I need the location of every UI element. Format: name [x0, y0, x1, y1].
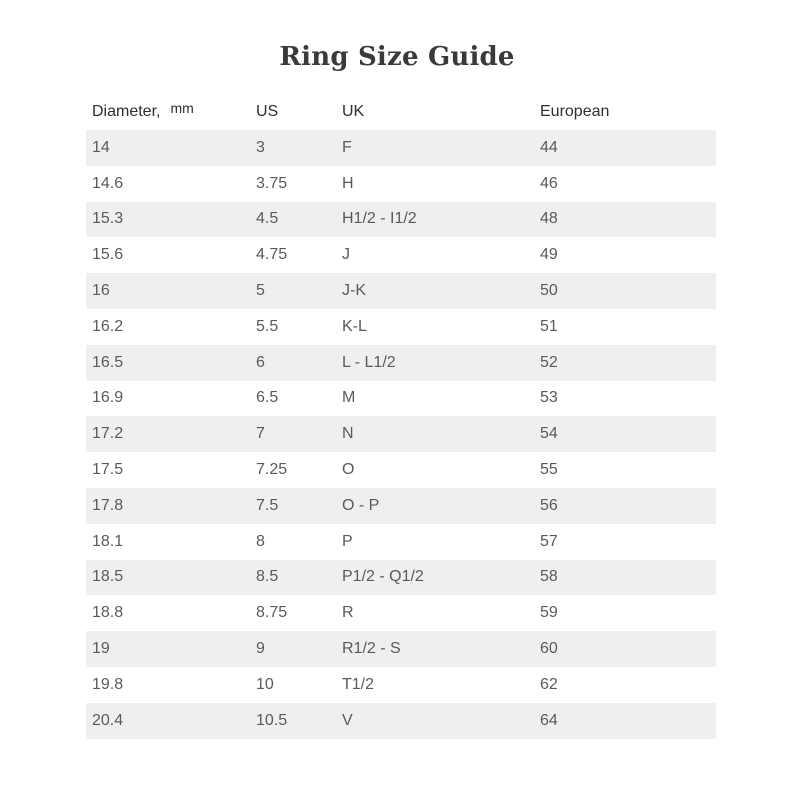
table-row	[86, 381, 716, 417]
cell-european: 49	[540, 246, 558, 264]
table-row	[86, 524, 716, 560]
cell-diameter: 15.6	[92, 246, 124, 264]
table-row	[86, 130, 716, 166]
cell-uk: F	[342, 138, 352, 156]
header-us: US	[256, 103, 279, 120]
header-diameter-label: Diameter,	[92, 103, 161, 120]
cell-diameter: 19	[92, 640, 110, 658]
table-header-row	[86, 94, 716, 130]
cell-european: 62	[540, 675, 558, 693]
cell-diameter: 14.6	[92, 174, 124, 192]
cell-diameter: 19.8	[92, 675, 124, 693]
cell-diameter: 18.8	[92, 604, 124, 622]
cell-european: 44	[540, 138, 558, 156]
cell-european: 56	[540, 496, 558, 514]
cell-us: 6.5	[256, 389, 279, 407]
cell-us: 5.5	[256, 317, 279, 335]
cell-us: 4.75	[256, 246, 288, 264]
cell-european: 51	[540, 317, 558, 335]
cell-diameter: 17.8	[92, 496, 124, 514]
cell-diameter: 17.2	[92, 425, 124, 443]
cell-us: 8.75	[256, 604, 288, 622]
cell-us: 10.5	[256, 711, 288, 729]
cell-uk: J-K	[342, 282, 366, 300]
cell-uk: H	[342, 174, 354, 192]
cell-uk: L - L1/2	[342, 353, 396, 371]
cell-diameter: 14	[92, 138, 110, 156]
cell-us: 7.25	[256, 461, 288, 479]
cell-uk: O - P	[342, 496, 380, 514]
cell-us: 7.5	[256, 496, 279, 514]
cell-european: 55	[540, 461, 558, 479]
cell-european: 53	[540, 389, 558, 407]
table-row	[86, 166, 716, 202]
table-body	[86, 130, 716, 739]
cell-diameter: 16.2	[92, 317, 124, 335]
cell-uk: H1/2 - I1/2	[342, 210, 417, 228]
ring-size-table	[86, 94, 716, 739]
cell-us: 6	[256, 353, 265, 371]
table-row	[86, 273, 716, 309]
cell-uk: O	[342, 461, 355, 479]
cell-us: 8.5	[256, 568, 279, 586]
cell-diameter: 16.9	[92, 389, 124, 407]
cell-diameter: 16.5	[92, 353, 124, 371]
cell-european: 64	[540, 711, 558, 729]
cell-uk: V	[342, 711, 353, 729]
cell-uk: K-L	[342, 317, 367, 335]
table-row	[86, 452, 716, 488]
cell-diameter: 15.3	[92, 210, 124, 228]
header-european: European	[540, 103, 610, 120]
cell-uk: P1/2 - Q1/2	[342, 568, 424, 586]
page-title: Ring Size Guide	[279, 42, 515, 72]
cell-uk: R	[342, 604, 354, 622]
table-row	[86, 667, 716, 703]
table-row	[86, 237, 716, 273]
table-row	[86, 703, 716, 739]
cell-diameter: 17.5	[92, 461, 124, 479]
table-row	[86, 309, 716, 345]
header-diameter	[86, 100, 256, 121]
cell-european: 46	[540, 174, 558, 192]
cell-us: 7	[256, 425, 265, 443]
cell-uk: P	[342, 532, 353, 550]
cell-us: 9	[256, 640, 265, 658]
cell-european: 60	[540, 640, 558, 658]
cell-european: 50	[540, 282, 558, 300]
table-row	[86, 488, 716, 524]
cell-us: 10	[256, 675, 274, 693]
header-diameter-unit: mm	[170, 100, 194, 116]
cell-diameter: 16	[92, 282, 110, 300]
cell-european: 59	[540, 604, 558, 622]
cell-uk: J	[342, 246, 350, 264]
cell-uk: T1/2	[342, 675, 375, 693]
table-row	[86, 345, 716, 381]
header-uk: UK	[342, 103, 365, 120]
table-row	[86, 631, 716, 667]
table-row	[86, 595, 716, 631]
cell-diameter: 18.1	[92, 532, 124, 550]
cell-us: 8	[256, 532, 265, 550]
cell-uk: N	[342, 425, 354, 443]
cell-diameter: 18.5	[92, 568, 124, 586]
cell-us: 4.5	[256, 210, 279, 228]
cell-us: 3.75	[256, 174, 288, 192]
table-row	[86, 416, 716, 452]
cell-european: 48	[540, 210, 558, 228]
cell-uk: M	[342, 389, 356, 407]
cell-european: 57	[540, 532, 558, 550]
cell-us: 5	[256, 282, 265, 300]
cell-diameter: 20.4	[92, 711, 124, 729]
table-row	[86, 202, 716, 238]
cell-european: 58	[540, 568, 558, 586]
cell-european: 52	[540, 353, 558, 371]
table-row	[86, 560, 716, 596]
cell-european: 54	[540, 425, 558, 443]
cell-us: 3	[256, 138, 265, 156]
cell-uk: R1/2 - S	[342, 640, 401, 658]
